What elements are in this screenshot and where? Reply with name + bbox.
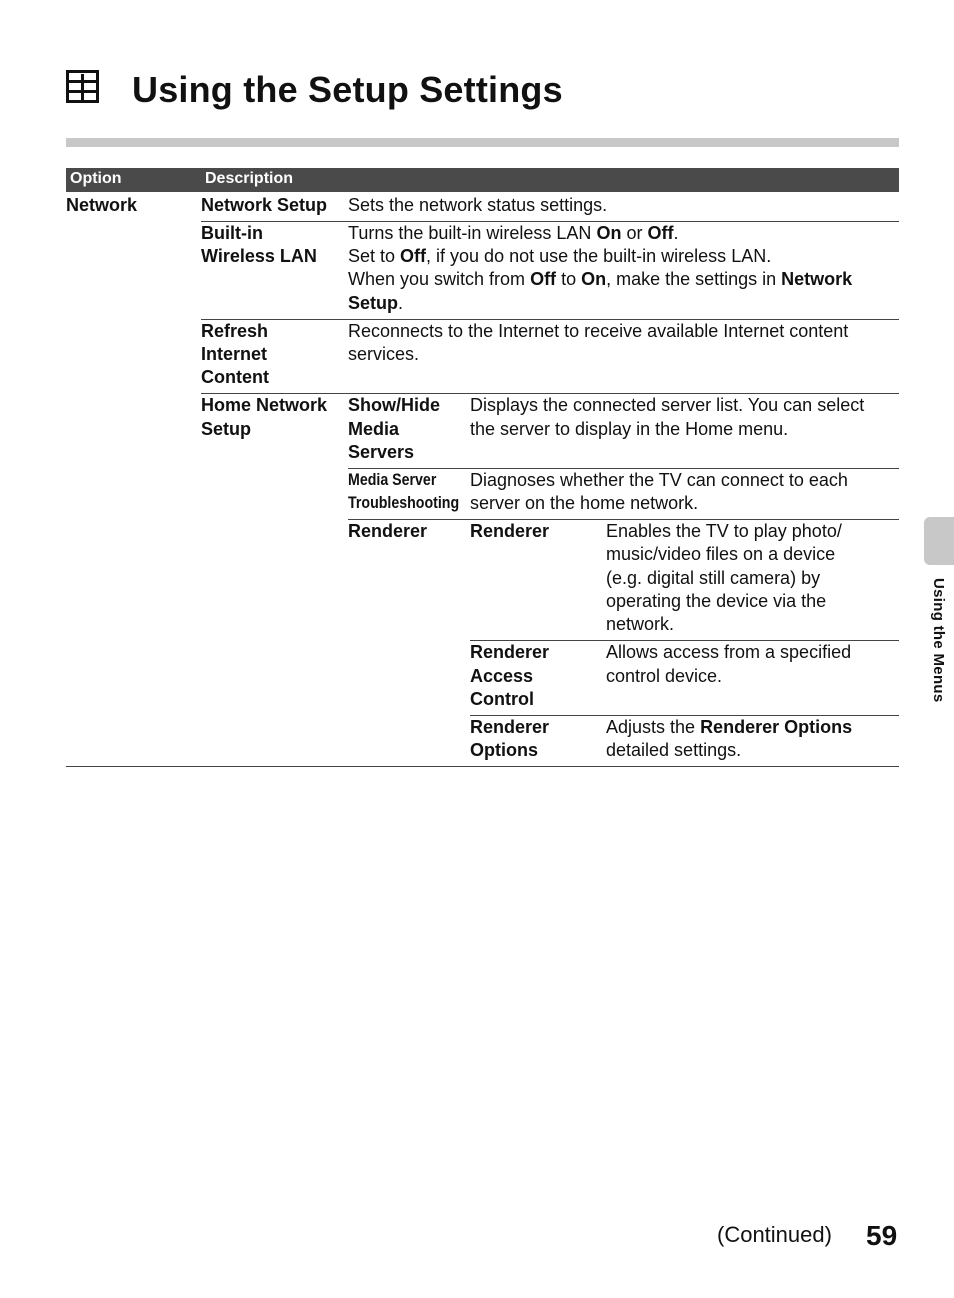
renderer-options-desc-2: detailed settings. <box>606 740 742 760</box>
table-header <box>66 168 899 192</box>
renderer-options-name-1: Renderer <box>470 717 550 737</box>
text-on: On <box>581 269 607 289</box>
renderer-name: Renderer <box>470 521 550 541</box>
continued-label: (Continued) <box>717 1222 832 1247</box>
renderer-desc-1: Enables the TV to play photo/ <box>606 521 842 541</box>
text-part: , make the settings in <box>606 269 782 289</box>
text-part: When you switch from <box>348 269 531 289</box>
side-tab <box>924 517 954 565</box>
text-off: Off <box>647 223 674 243</box>
text-off: Off <box>400 246 427 266</box>
text-off: Off <box>530 269 557 289</box>
text-part: . <box>398 293 404 313</box>
access-control-name-2: Access <box>470 666 534 686</box>
show-hide-desc-2: the server to display in the Home menu. <box>470 419 789 439</box>
side-section-label: Using the Menus <box>930 578 947 703</box>
renderer-desc-3: (e.g. digital still camera) by <box>606 568 821 588</box>
page-title: Using the Setup Settings <box>132 69 563 110</box>
page-number: 59 <box>866 1220 898 1251</box>
troubleshooting-name-1: Media Server <box>348 471 437 489</box>
home-network-name-2: Setup <box>201 419 252 439</box>
option-network: Network <box>66 195 138 215</box>
refresh-desc-2: services. <box>348 344 420 364</box>
troubleshooting-desc-1: Diagnoses whether the TV can connect to each <box>470 470 848 490</box>
builtin-lan-desc-3 <box>348 268 852 292</box>
network-setup-name: Network Setup <box>201 195 328 215</box>
builtin-lan-name-2: Wireless LAN <box>201 246 317 266</box>
builtin-lan-desc-2 <box>348 245 771 269</box>
renderer-desc-4: operating the device via the <box>606 591 827 611</box>
show-hide-desc-1: Displays the connected server list. You can select <box>470 395 865 415</box>
title-rule <box>66 138 899 147</box>
network-setup-desc: Sets the network status settings. <box>348 195 608 215</box>
text-renderer-options: Renderer Options <box>700 717 853 737</box>
refresh-name-2: Internet <box>201 344 268 364</box>
renderer-group-name: Renderer <box>348 521 428 541</box>
header-option: Option <box>70 170 122 187</box>
text-on: On <box>596 223 622 243</box>
renderer-options-name-2: Options <box>470 740 538 760</box>
refresh-desc-1: Reconnects to the Internet to receive available Internet content <box>348 321 849 341</box>
access-control-name-1: Renderer <box>470 642 550 662</box>
text-network: Network <box>781 269 853 289</box>
troubleshooting-desc-2: server on the home network. <box>470 493 699 513</box>
text-part: . <box>673 223 679 243</box>
builtin-lan-desc-4 <box>348 292 403 316</box>
troubleshooting-name-2: Troubleshooting <box>348 494 460 512</box>
home-network-name-1: Home Network <box>201 395 328 415</box>
renderer-options-desc-1 <box>606 716 852 740</box>
access-control-desc-2: control device. <box>606 666 723 686</box>
text-part: , if you do not use the built-in wireless LAN. <box>426 246 772 266</box>
access-control-desc-1: Allows access from a specified <box>606 642 852 662</box>
setup-settings-icon <box>66 70 99 103</box>
show-hide-name-2: Media <box>348 419 400 439</box>
refresh-name-1: Refresh <box>201 321 269 341</box>
text-part: to <box>556 269 582 289</box>
builtin-lan-desc-1 <box>348 222 678 246</box>
text-part: Turns the built-in wireless LAN <box>348 223 597 243</box>
text-part: Set to <box>348 246 401 266</box>
renderer-desc-5: network. <box>606 614 675 634</box>
table-bottom-rule <box>66 766 899 767</box>
text-part: Adjusts the <box>606 717 701 737</box>
text-setup: Setup <box>348 293 399 313</box>
show-hide-name-3: Servers <box>348 442 415 462</box>
header-description: Description <box>205 170 294 187</box>
refresh-name-3: Content <box>201 367 269 387</box>
show-hide-name-1: Show/Hide <box>348 395 441 415</box>
builtin-lan-name-1: Built-in <box>201 223 263 243</box>
text-part: or <box>621 223 648 243</box>
access-control-name-3: Control <box>470 689 534 709</box>
renderer-desc-2: music/video files on a device <box>606 544 836 564</box>
